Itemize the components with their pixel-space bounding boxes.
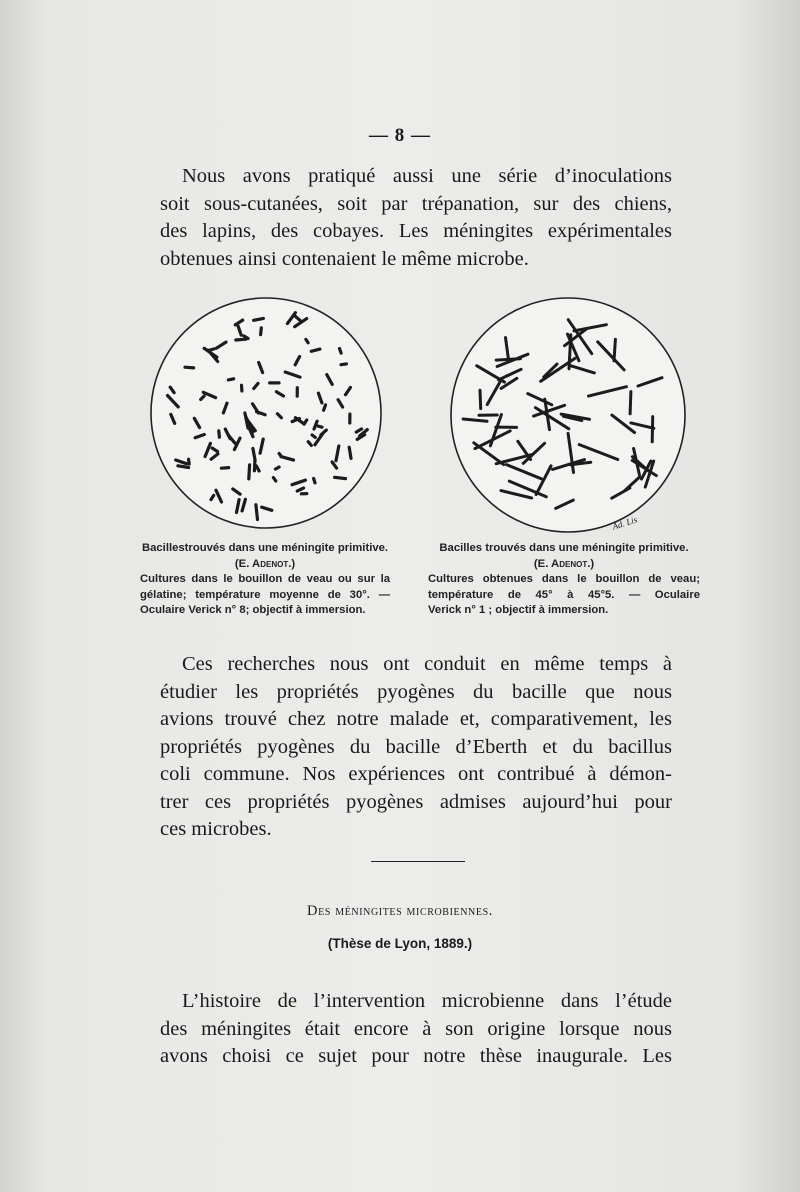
bacillus-mark (480, 390, 481, 408)
bacillus-mark (312, 435, 315, 437)
bacillus-mark (256, 505, 258, 520)
caption-title: Bacilles trouvés dans une méningite primitive. (439, 542, 689, 554)
bacillus-mark (254, 461, 255, 471)
section-divider (371, 861, 465, 862)
caption-author: (E. Adenot.) (234, 557, 296, 570)
bacillus-mark (349, 447, 351, 458)
bacillus-mark (249, 465, 250, 479)
bacillus-mark (341, 364, 346, 365)
text-line: étudier les propriétés pyogènes du bacille que nous (160, 680, 672, 703)
text-line: coli commune. Nos expériences ont contribué à démon- (160, 763, 672, 785)
bacillus-mark (304, 420, 307, 424)
caption-title: Bacillestrouvés dans une méningite primitive. (141, 542, 389, 554)
caption-line: Cultures dans le bouillon de veau ou sur la (140, 573, 390, 585)
caption-line: température de 45° à 45°5. — Oculaire (428, 588, 700, 601)
bacillus-mark (318, 426, 322, 427)
bacillus-mark (221, 468, 228, 469)
text-line: L’histoire de l’intervention microbienne dans l’étude (182, 990, 672, 1012)
bacillus-mark (279, 454, 281, 457)
text-line: des méningites était encore à son origine lorsque nous (160, 1017, 672, 1040)
bacillus-mark (630, 392, 631, 414)
bacillus-mark (189, 459, 190, 464)
bacillus-mark (228, 379, 233, 380)
text-line: Nous avons pratiqué aussi une série d’inoculations (182, 165, 672, 187)
caption-line: Verick n° 1 ; objectif à immersion. (428, 604, 609, 616)
paragraph-history (160, 988, 672, 1071)
bacillus-mark (261, 328, 262, 335)
caption-author: (E. Adenot.) (533, 557, 595, 570)
bacillus-mark (314, 479, 315, 483)
bacillus-mark (311, 349, 320, 351)
page-number: — 8 — (369, 125, 431, 146)
figure-caption-left (140, 541, 390, 619)
text-line: Ces recherches nous ont conduit en même temps à (182, 653, 672, 675)
bacillus-mark (273, 478, 275, 481)
text-line: trer ces propriétés pyogènes admises aujourd’hui pour (160, 790, 672, 813)
bacillus-mark (178, 466, 189, 468)
bacillus-mark (306, 339, 308, 342)
bacillus-mark (340, 349, 342, 354)
caption-line: Oculaire Verick n° 8; objectif à immersion. (140, 604, 366, 616)
bacillus-mark (253, 448, 255, 460)
caption-line: Cultures obtenues dans le bouillon de veau; (428, 573, 700, 585)
caption-line: gélatine; température moyenne de 30°. — (140, 588, 390, 601)
bacillus-mark (614, 339, 615, 360)
microscope-view-left-illustration (148, 295, 384, 531)
text-line: ces microbes. (160, 818, 272, 840)
section-title: Des méningites microbiennes. (307, 903, 493, 919)
text-line: des lapins, des cobayes. Les méningites expérimentales (160, 220, 672, 242)
bacillus-mark (185, 367, 194, 368)
bacillus-mark (254, 318, 264, 320)
text-line: propriétés pyogènes du bacille d’Eberth et du bacillus (160, 735, 672, 758)
paragraph-inoculations (160, 163, 672, 273)
bacillus-mark (211, 495, 214, 499)
text-line: avions trouvé chez notre malade et, comparativement, les (160, 708, 672, 730)
paragraph-pyogenic-research (160, 651, 672, 844)
microscope-view-right-illustration (448, 295, 688, 535)
bacillus-mark (496, 359, 520, 360)
text-line: obtenues ainsi contenaient le même microbe. (160, 247, 529, 270)
bacillus-mark (324, 405, 326, 410)
figure-caption-right (428, 541, 700, 619)
bacillus-mark (275, 467, 279, 469)
text-line: soit sous-cutanées, soit par trépanation, sur des chiens, (160, 192, 672, 215)
bacillus-mark (236, 339, 246, 340)
bacillus-mark (335, 477, 346, 478)
text-line: avons choisi ce sujet pour notre thèse inaugurale. Les (160, 1045, 672, 1067)
section-subtitle: (Thèse de Lyon, 1889.) (327, 936, 473, 951)
bacillus-mark (219, 431, 220, 437)
engraver-signature: Ad. Lis (611, 514, 639, 532)
